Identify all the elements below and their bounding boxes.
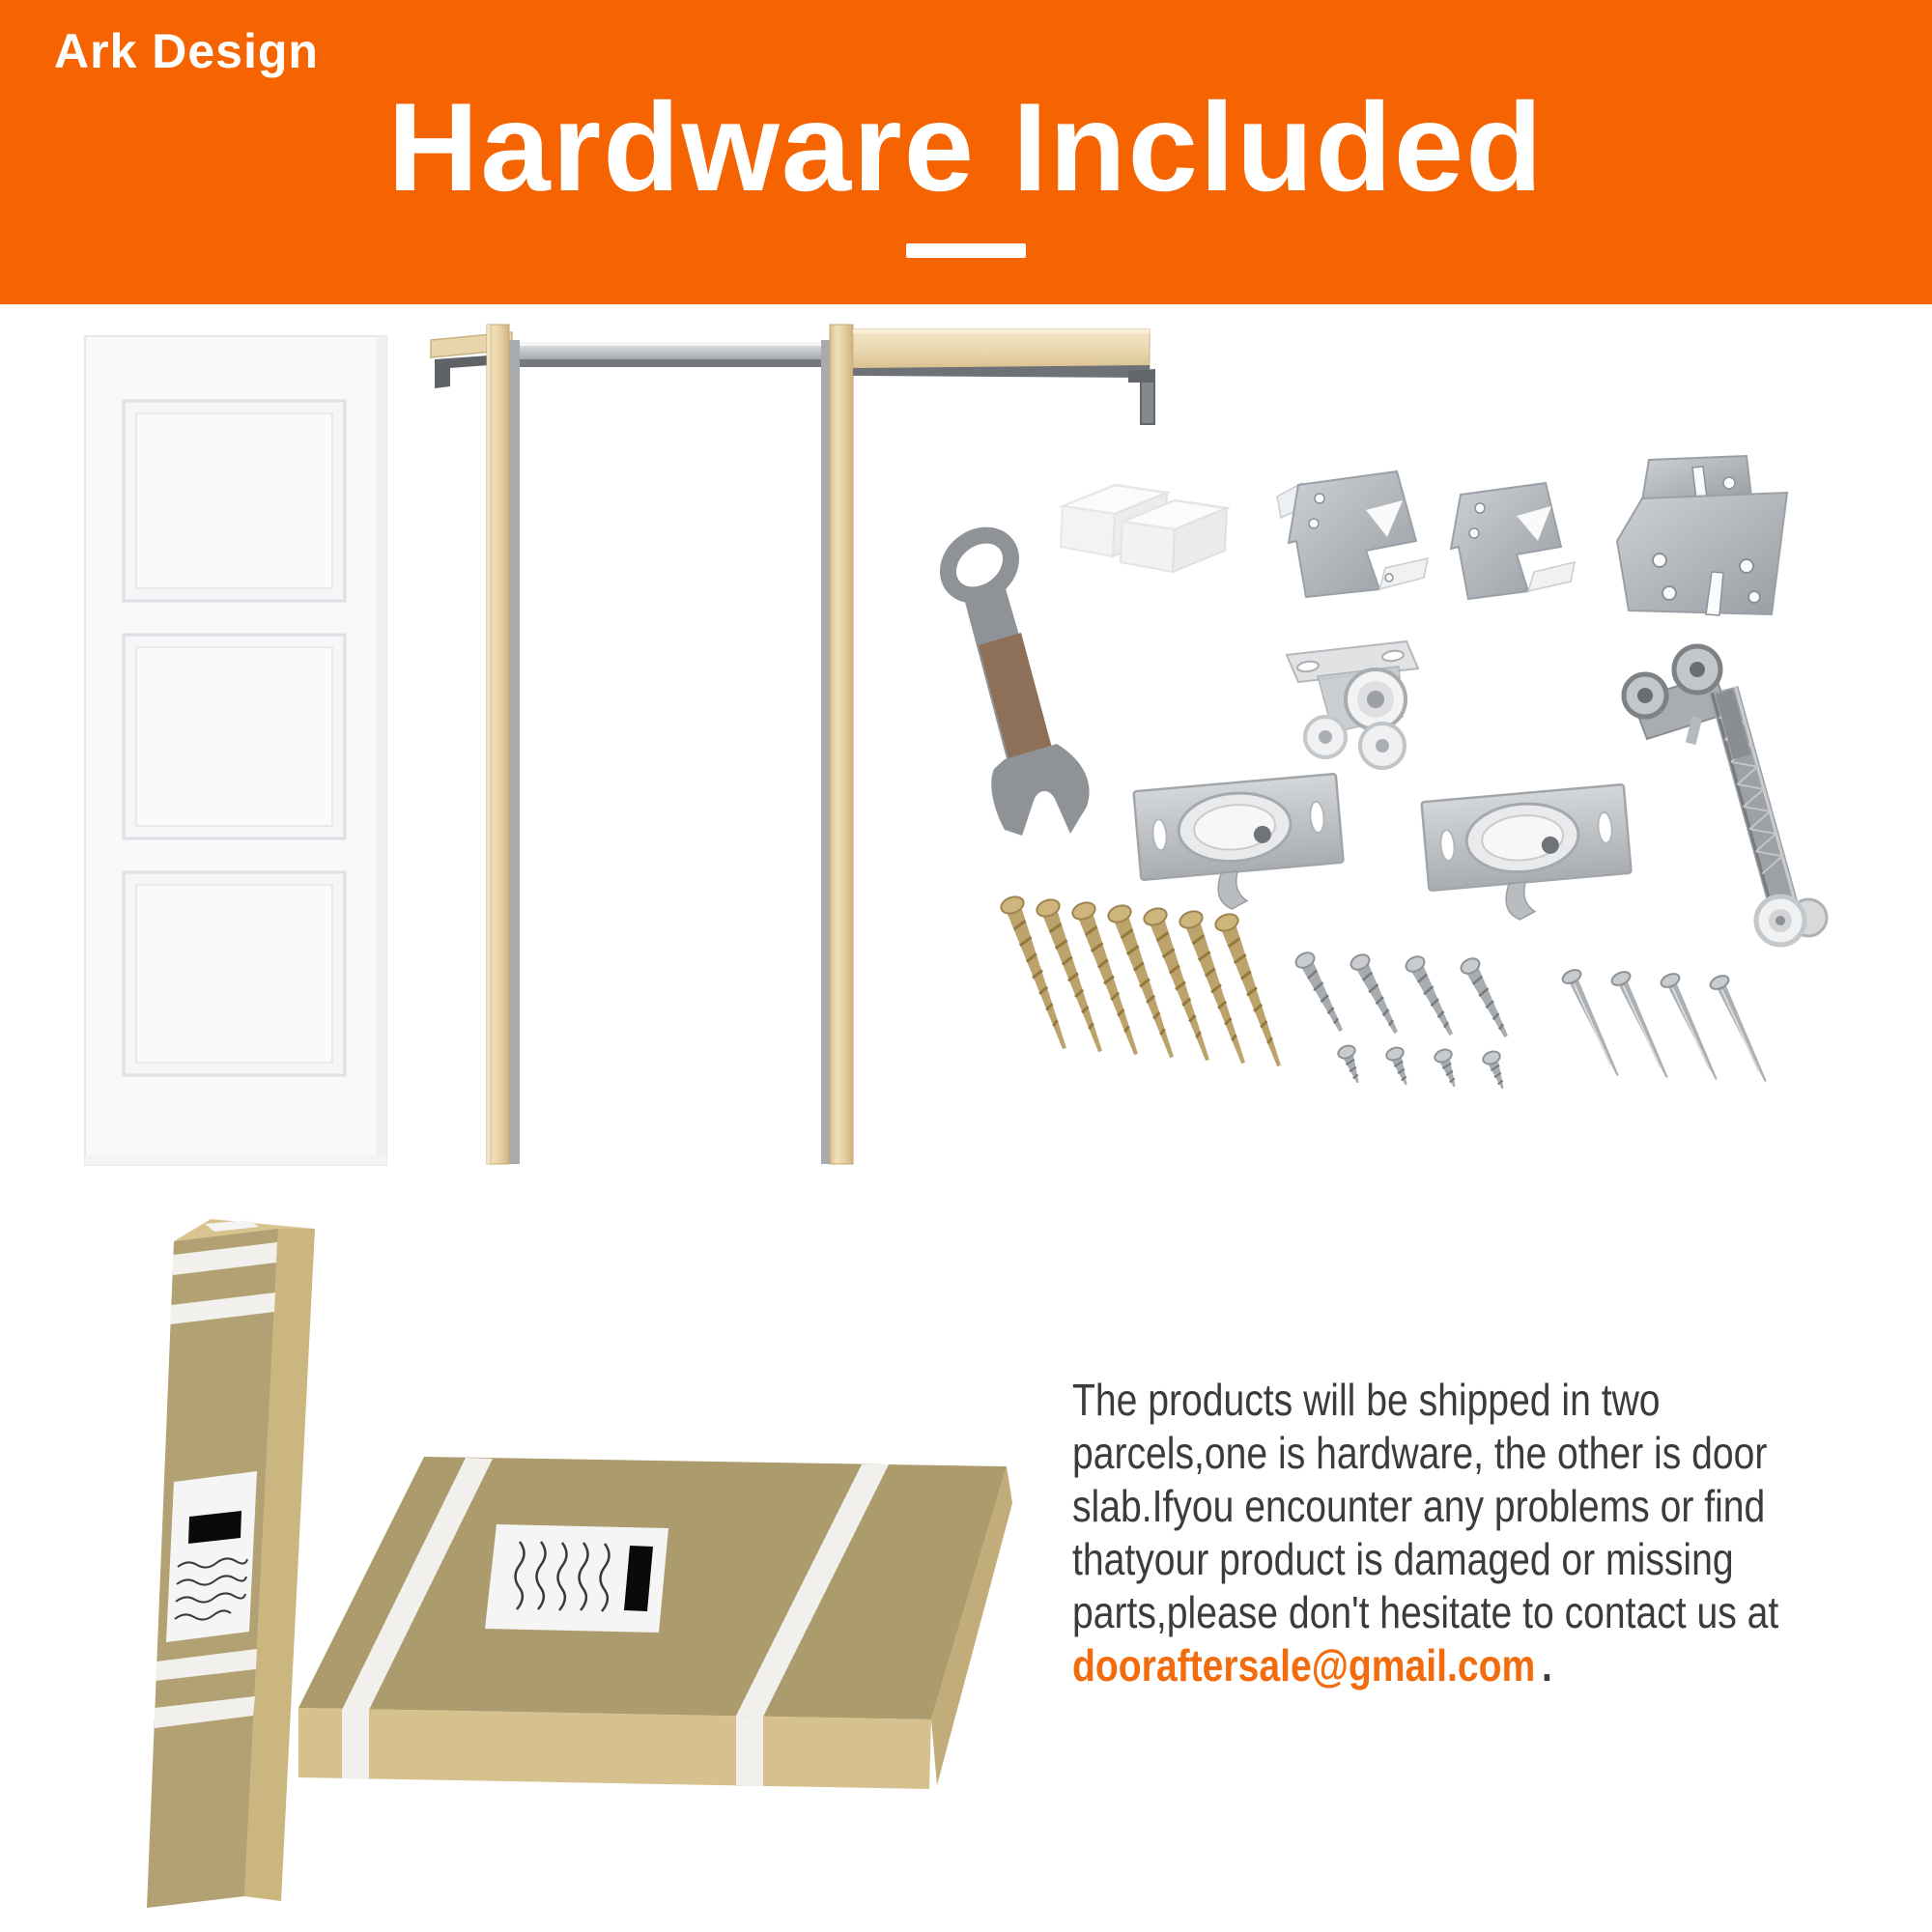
metal-header-track bbox=[520, 342, 829, 367]
twin-roller-hanger bbox=[1287, 641, 1418, 768]
brand-logo: Ark Design bbox=[54, 24, 319, 78]
door-mounting-plate-2 bbox=[1421, 784, 1634, 927]
header-corner-bracket bbox=[1128, 369, 1155, 425]
door-panel bbox=[124, 401, 345, 601]
track-bracket-1 bbox=[1277, 471, 1428, 597]
shipping-note-line: parts,please don't hesitate to contact us at bbox=[1072, 1587, 1779, 1637]
door-slab-parcel-box bbox=[147, 1219, 315, 1908]
page-title: Hardware Included bbox=[387, 76, 1545, 217]
shipping-note-line: parcels,one is hardware, the other is door bbox=[1072, 1428, 1768, 1478]
door-panel bbox=[124, 872, 345, 1075]
contact-email[interactable]: dooraftersale@gmail.com bbox=[1072, 1640, 1536, 1690]
shipping-note-line: The products will be shipped in two bbox=[1072, 1375, 1661, 1425]
door-slab bbox=[85, 336, 386, 1165]
silver-nails bbox=[1560, 967, 1774, 1085]
roller-hanger-with-strap bbox=[1624, 646, 1827, 945]
door-panel bbox=[124, 635, 345, 838]
track-bracket-2 bbox=[1451, 483, 1575, 599]
wrench-icon bbox=[936, 523, 1089, 836]
left-jamb bbox=[487, 325, 520, 1164]
wood-header bbox=[853, 329, 1150, 378]
hardware-parcel-box bbox=[298, 1457, 1012, 1789]
door-mounting-plate-1 bbox=[1133, 774, 1347, 917]
plastic-guide-clips bbox=[1061, 485, 1227, 572]
right-jamb bbox=[821, 325, 853, 1164]
shipping-note-line: slab.Ifyou encounter any problems or find bbox=[1072, 1481, 1766, 1531]
small-screws bbox=[1336, 1043, 1511, 1092]
shipping-note-email-line bbox=[1072, 1639, 1778, 1692]
gold-wood-screws bbox=[999, 894, 1290, 1069]
shipping-note bbox=[1072, 1374, 1903, 1692]
email-period: . bbox=[1542, 1640, 1552, 1690]
corner-bracket-plate bbox=[1617, 456, 1787, 615]
silver-screws bbox=[1293, 950, 1515, 1040]
shipping-note-line: thatyour product is damaged or missing bbox=[1072, 1534, 1734, 1584]
